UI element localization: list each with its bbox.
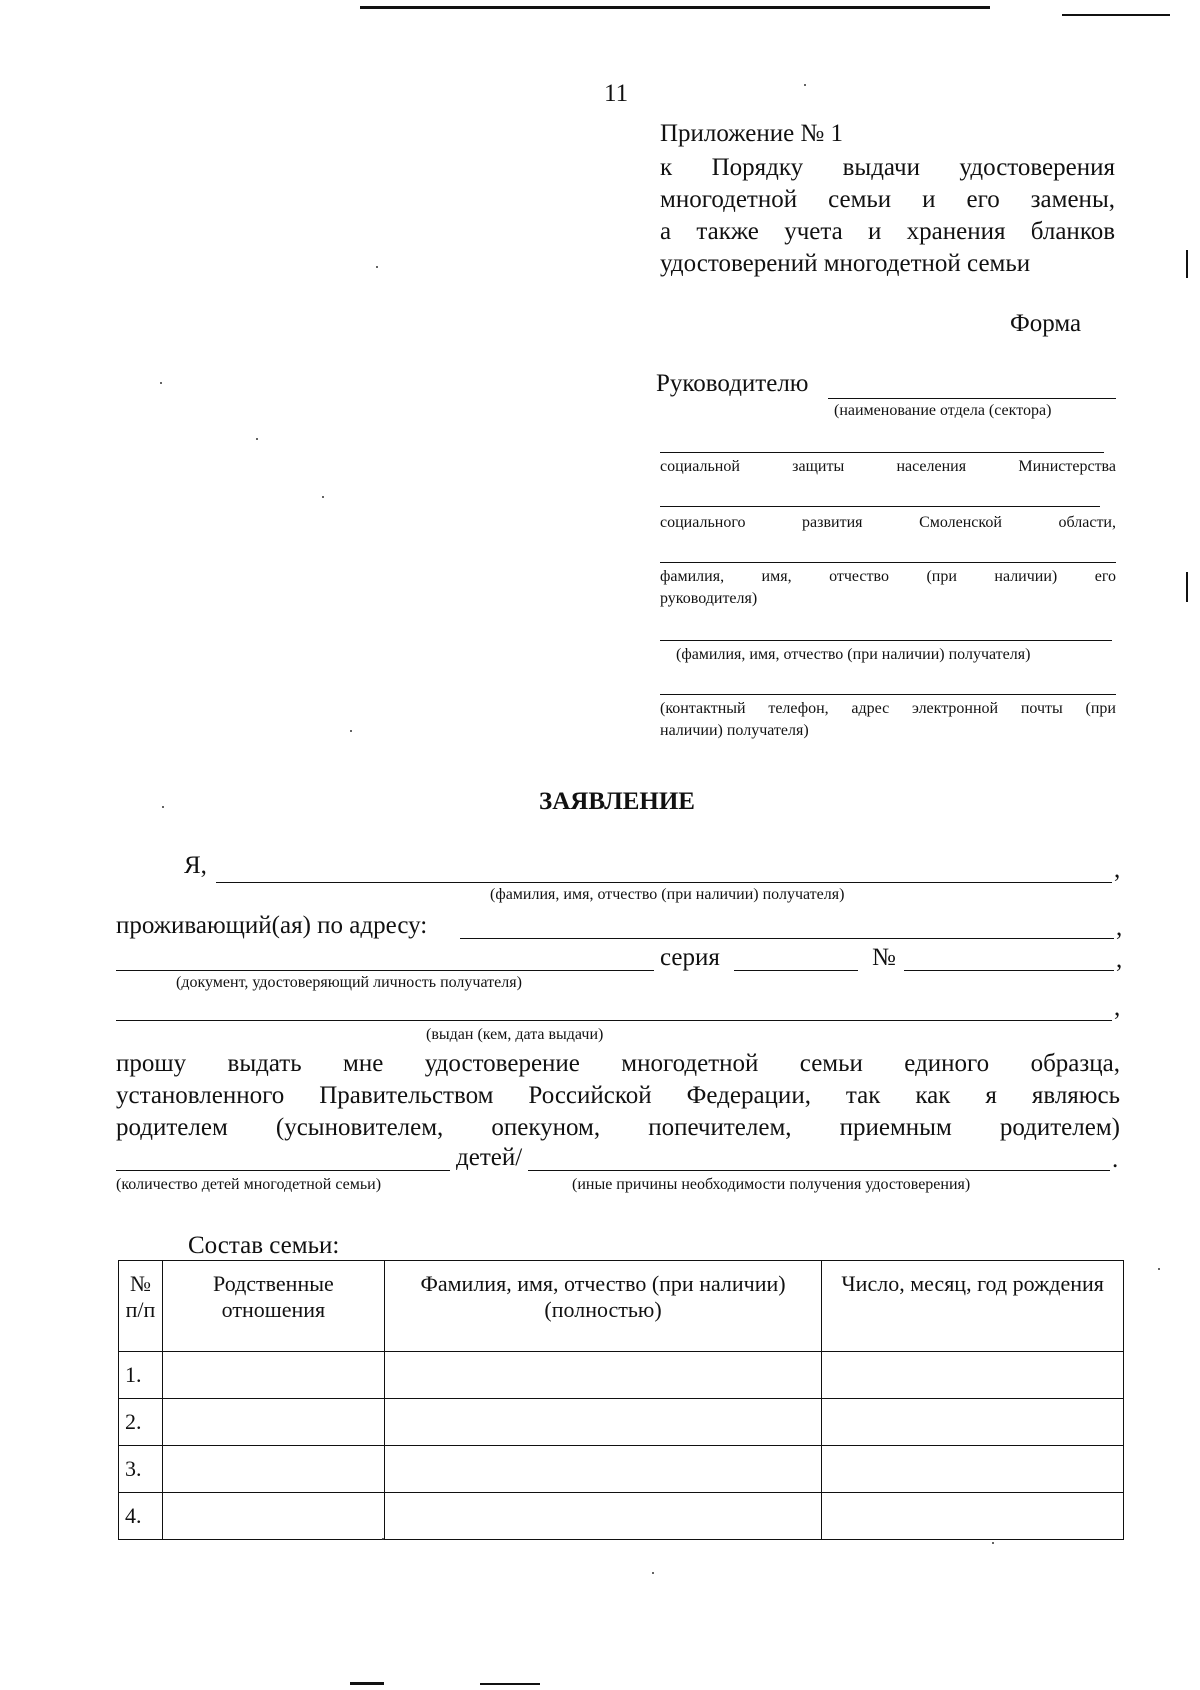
number-label: № (872, 944, 896, 971)
row-number: 2. (119, 1399, 163, 1446)
scan-dot (1158, 1268, 1160, 1270)
addressee-label: Руководителю (656, 370, 809, 397)
other-reasons-hint: (иные причины необходимости получения удостоверения) (572, 1176, 971, 1193)
full-name-cell[interactable] (384, 1446, 821, 1493)
scan-dot (350, 730, 352, 732)
table-row (119, 1446, 1124, 1493)
family-table-header (119, 1261, 1124, 1352)
addressee-line-3[interactable] (660, 562, 1116, 563)
birth-date-cell[interactable] (822, 1493, 1124, 1540)
appendix-line-1: к Порядку выдачи удостоверения (660, 154, 1115, 181)
addressee-line-1[interactable] (660, 452, 1104, 453)
relationship-cell[interactable] (162, 1399, 384, 1446)
page-number: 11 (604, 80, 629, 107)
row-number: 3. (119, 1446, 163, 1493)
scan-dot (652, 1572, 654, 1574)
relationship-cell[interactable] (162, 1493, 384, 1540)
appendix-line-4: удостоверений многодетной семьи (660, 250, 1031, 277)
recipient-contact-hint-2: наличии) получателя) (660, 722, 809, 739)
scan-dot (376, 266, 378, 268)
scan-artifact-right (1186, 250, 1188, 278)
body-line-2: установленного Правительством Российской Федерации, так как я являюсь (116, 1082, 1120, 1109)
applicant-name-hint: (фамилия, имя, отчество (при наличии) получателя) (490, 886, 845, 903)
body-line-3: родителем (усыновителем, опекуном, попечителем, приемным родителем) (116, 1114, 1120, 1141)
full-name-cell[interactable] (384, 1399, 821, 1446)
comma-3: , (1116, 946, 1123, 973)
recipient-contact-line[interactable] (660, 694, 1116, 695)
scan-dot (162, 806, 164, 808)
children-count-hint: (количество детей многодетной семьи) (116, 1176, 382, 1193)
addressee-dept-line[interactable] (828, 398, 1116, 399)
birth-date-cell[interactable] (822, 1446, 1124, 1493)
scan-artifact-right-2 (1186, 572, 1188, 602)
appendix-title: Приложение № 1 (660, 120, 844, 147)
addressee-line-2[interactable] (660, 506, 1100, 507)
row-number: 4. (119, 1493, 163, 1540)
scan-dot (992, 1542, 994, 1544)
header-relationship: Родственные отношения (162, 1261, 384, 1352)
scan-dot (160, 382, 162, 384)
family-title: Состав семьи: (188, 1232, 340, 1259)
comma-2: , (1116, 914, 1123, 941)
scan-dot (804, 84, 806, 86)
issued-line[interactable] (116, 1020, 1112, 1021)
addressee-text-c2: руководителя) (660, 590, 758, 607)
scan-dot (256, 438, 258, 440)
full-name-cell[interactable] (384, 1352, 821, 1399)
addressee-text-c1: фамилия, имя, отчество (при наличии) его (660, 568, 1116, 585)
table-row (119, 1493, 1124, 1540)
children-label: детей/ (456, 1144, 523, 1171)
document-number-line[interactable] (904, 970, 1114, 971)
scan-artifact-bottom-2 (480, 1683, 540, 1685)
comma-1: , (1114, 856, 1121, 883)
other-reasons-line[interactable] (528, 1170, 1110, 1171)
table-row (119, 1399, 1124, 1446)
comma-4: , (1114, 994, 1121, 1021)
addressee-text-b: социального развития Смоленской области, (660, 514, 1116, 531)
applicant-name-line[interactable] (216, 882, 1112, 883)
recipient-name-hint: (фамилия, имя, отчество (при наличии) получателя) (676, 646, 1031, 663)
birth-date-cell[interactable] (822, 1399, 1124, 1446)
series-label: серия (660, 944, 720, 971)
addressee-text-a: социальной защиты населения Министерства (660, 458, 1116, 475)
scan-artifact-top (360, 6, 990, 9)
statement-title: ЗАЯВЛЕНИЕ (539, 788, 695, 815)
body-line-1: прошу выдать мне удостоверение многодетной семьи единого образца, (116, 1050, 1120, 1077)
row-number: 1. (119, 1352, 163, 1399)
children-count-line[interactable] (116, 1170, 450, 1171)
addressee-dept-hint: (наименование отдела (сектора) (834, 402, 1052, 419)
document-line[interactable] (116, 970, 654, 971)
i-label: Я, (184, 852, 207, 879)
scan-dot (382, 1538, 384, 1540)
full-name-cell[interactable] (384, 1493, 821, 1540)
period: . (1112, 1146, 1119, 1173)
header-birth-date: Число, месяц, год рождения (822, 1261, 1124, 1352)
family-table (118, 1260, 1124, 1540)
appendix-line-3: а также учета и хранения бланков (660, 218, 1115, 245)
issued-hint: (выдан (кем, дата выдачи) (426, 1026, 604, 1043)
document-hint: (документ, удостоверяющий личность получателя) (176, 974, 522, 991)
recipient-name-line[interactable] (660, 640, 1112, 641)
header-number: № п/п (119, 1261, 163, 1352)
series-line[interactable] (734, 970, 858, 971)
scan-artifact-bottom (350, 1682, 384, 1685)
appendix-line-2: многодетной семьи и его замены, (660, 186, 1115, 213)
header-full-name: Фамилия, имя, отчество (при наличии) (полностью) (384, 1261, 821, 1352)
scan-artifact-top-right (1062, 14, 1170, 16)
birth-date-cell[interactable] (822, 1352, 1124, 1399)
scan-dot (322, 496, 324, 498)
address-label: проживающий(ая) по адресу: (116, 912, 428, 939)
recipient-contact-hint-1: (контактный телефон, адрес электронной почты (при (660, 700, 1116, 717)
relationship-cell[interactable] (162, 1352, 384, 1399)
relationship-cell[interactable] (162, 1446, 384, 1493)
table-row (119, 1352, 1124, 1399)
form-label: Форма (1010, 310, 1082, 337)
address-line[interactable] (460, 938, 1114, 939)
